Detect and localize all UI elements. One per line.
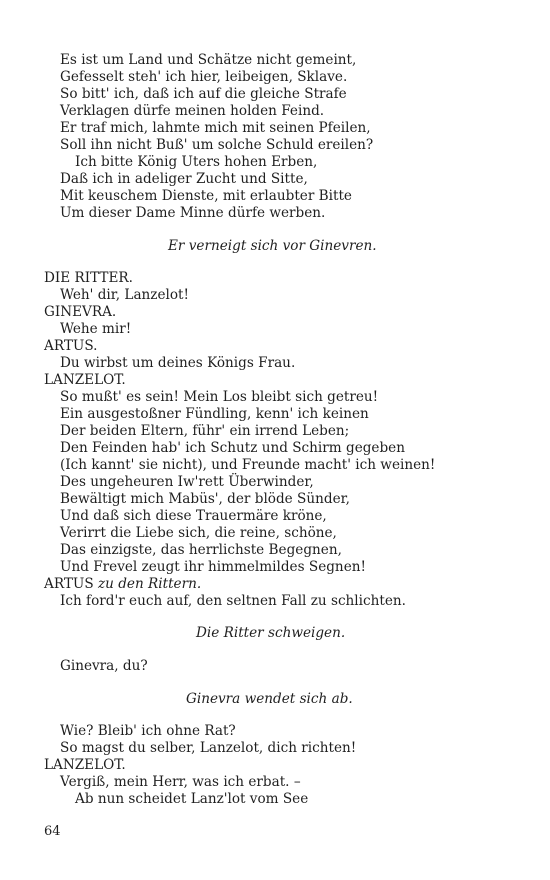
verse-line: Er traf mich, lahmte mich mit seinen Pfeilen, [60, 120, 371, 136]
verse-line: Wie? Bleib' ich ohne Rat? [60, 723, 236, 739]
verse-line: So magst du selber, Lanzelot, dich richten! [60, 740, 357, 756]
verse-line: Ich bitte König Uters hohen Erben, [75, 154, 318, 170]
stage-direction: Ginevra wendet sich ab. [186, 691, 353, 707]
verse-line: Und Frevel zeugt ihr himmelmildes Segnen! [60, 559, 366, 575]
speaker-line [44, 576, 201, 592]
stage-direction: Er verneigt sich vor Ginevren. [168, 238, 377, 254]
verse-line: Verirrt die Liebe sich, die reine, schöne, [60, 525, 337, 541]
verse-line: Du wirbst um deines Königs Frau. [60, 355, 296, 371]
verse-line: Ich ford'r euch auf, den seltnen Fall zu schlichten. [60, 593, 406, 609]
verse-line: So bitt' ich, daß ich auf die gleiche Strafe [60, 86, 347, 102]
verse-line: Mit keuschem Dienste, mit erlaubter Bitte [60, 188, 352, 204]
speaker-name: DIE RITTER. [44, 270, 133, 286]
verse-line: Und daß sich diese Trauermäre kröne, [60, 508, 327, 524]
verse-line: Des ungeheuren Iw'rett Überwinder, [60, 474, 314, 490]
verse-line: Bewältigt mich Mabüs', der blöde Sünder, [60, 491, 350, 507]
verse-line: Weh' dir, Lanzelot! [60, 287, 189, 303]
speaker-name: ARTUS. [44, 338, 98, 354]
verse-line: So mußt' es sein! Mein Los bleibt sich getreu! [60, 389, 379, 405]
speaker-name: LANZELOT. [44, 757, 126, 773]
verse-line: Um dieser Dame Minne dürfe werben. [60, 205, 326, 221]
verse-line: Vergiß, mein Herr, was ich erbat. – [60, 774, 301, 790]
verse-line: Verklagen dürfe meinen holden Feind. [60, 103, 325, 119]
speaker-name: LANZELOT. [44, 372, 126, 388]
verse-line: Der beiden Eltern, führ' ein irrend Leben; [60, 423, 350, 439]
speaker-name: ARTUS [44, 576, 94, 592]
verse-line: Ab nun scheidet Lanz'lot vom See [75, 791, 309, 807]
verse-line: Das einzigste, das herrlichste Begegnen, [60, 542, 342, 558]
stage-direction: zu den Rittern. [97, 576, 202, 592]
verse-line: Es ist um Land und Schätze nicht gemeint, [60, 52, 357, 68]
verse-line: (Ich kannt' sie nicht), und Freunde macht' ich weinen! [60, 457, 436, 473]
verse-line: Wehe mir! [60, 321, 132, 337]
speaker-name: GINEVRA. [44, 304, 117, 320]
verse-line: Ginevra, du? [60, 658, 148, 674]
stage-direction: Die Ritter schweigen. [196, 625, 346, 641]
verse-line: Daß ich in adeliger Zucht und Sitte, [60, 171, 308, 187]
verse-line: Ein ausgestoßner Fündling, kenn' ich keinen [60, 406, 369, 422]
verse-line: Gefesselt steh' ich hier, leibeigen, Sklave. [60, 69, 348, 85]
page-number: 64 [44, 824, 61, 839]
verse-line: Den Feinden hab' ich Schutz und Schirm gegeben [60, 440, 405, 456]
verse-line: Soll ihn nicht Buß' um solche Schuld ereilen? [60, 137, 374, 153]
